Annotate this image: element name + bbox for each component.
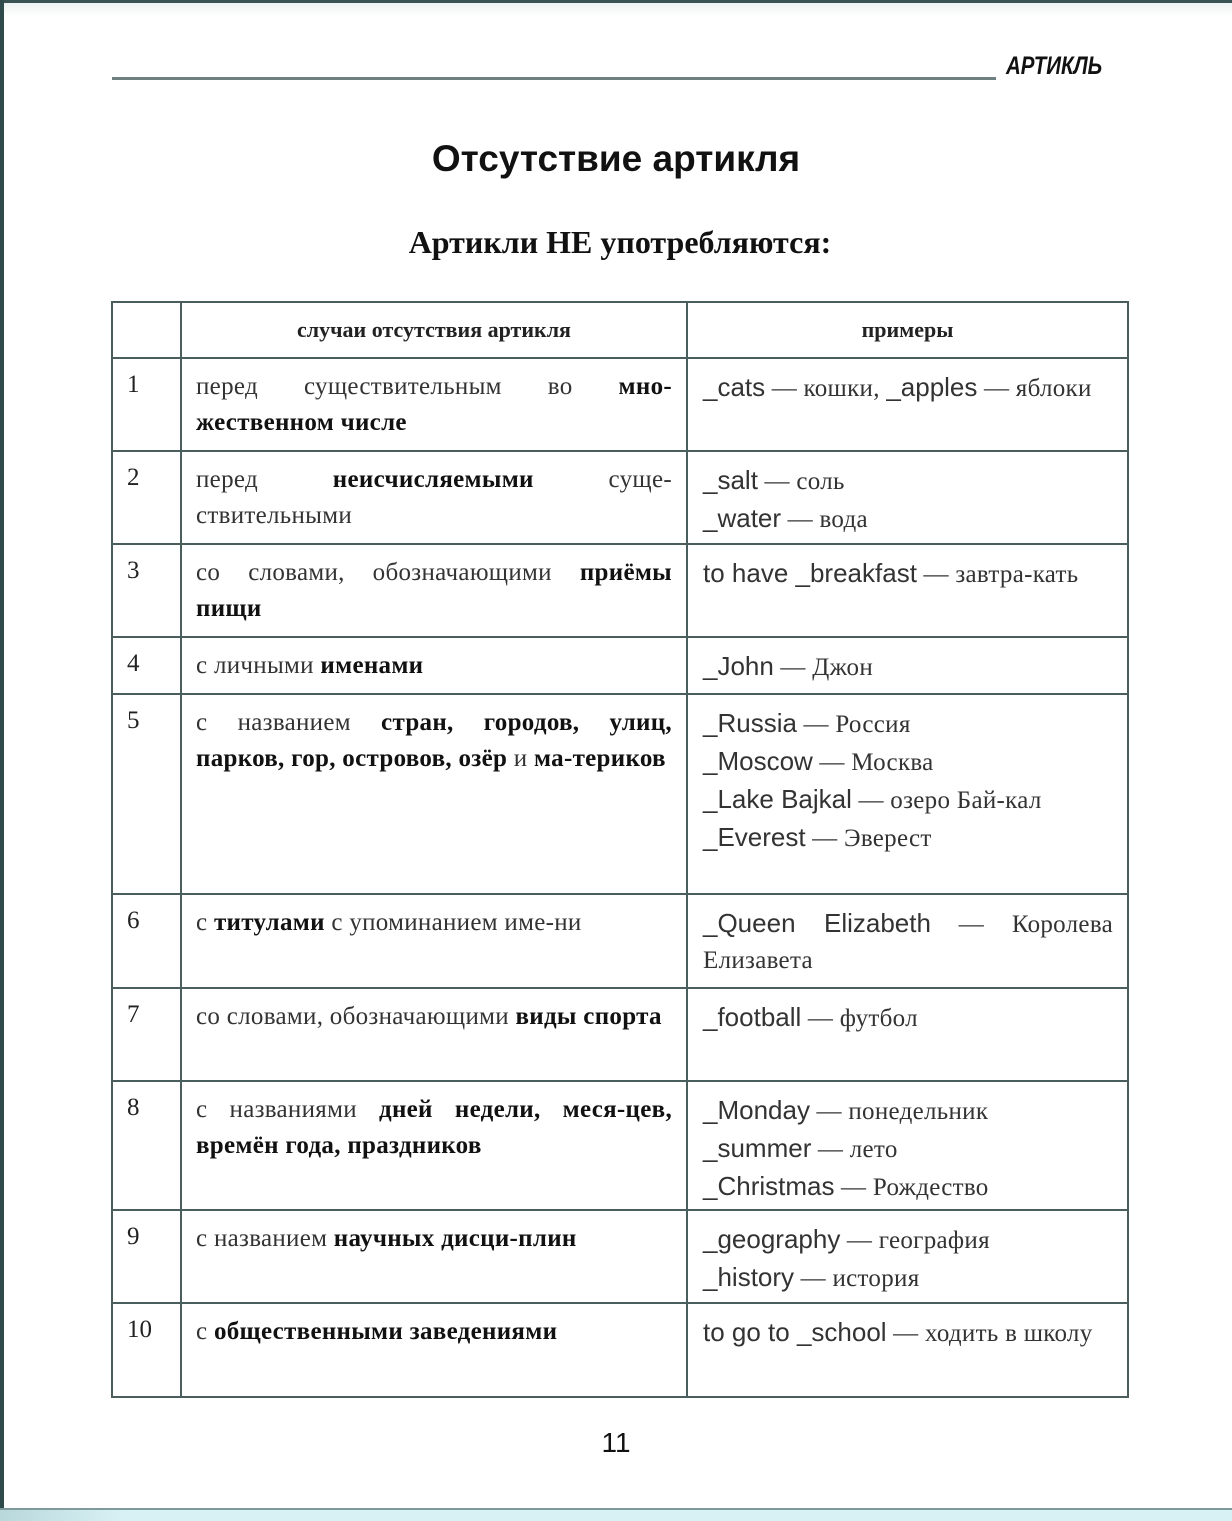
example-line <box>703 462 1113 500</box>
case-description <box>181 1210 687 1303</box>
russian-translation: — кошки, <box>765 375 887 402</box>
russian-translation: — география <box>840 1227 990 1254</box>
examples-cell <box>687 988 1128 1081</box>
example-line <box>703 369 1113 407</box>
russian-translation: — вода <box>781 506 868 533</box>
english-example: _history <box>703 1262 795 1292</box>
table-row <box>112 1081 1128 1210</box>
example-line <box>703 1130 1113 1168</box>
case-description <box>181 894 687 988</box>
example-line <box>703 1221 1113 1259</box>
case-keyword: ма-териков <box>534 745 666 772</box>
row-number: 6 <box>112 894 181 988</box>
case-description <box>181 1081 687 1210</box>
row-number: 3 <box>112 544 181 637</box>
examples-cell <box>687 894 1128 988</box>
row-number: 10 <box>112 1303 181 1397</box>
example-line <box>703 1092 1113 1130</box>
case-keyword: общественными заведениями <box>213 1318 558 1345</box>
case-text: с названием <box>196 709 382 736</box>
example-line <box>703 1168 1113 1206</box>
viewer-bottom-bar <box>0 1508 1232 1521</box>
russian-translation: — футбол <box>801 1005 918 1032</box>
case-text: со словами, обозначающими <box>196 1003 516 1030</box>
english-example: _Monday <box>703 1095 810 1125</box>
row-number: 7 <box>112 988 181 1081</box>
russian-translation: — Рождество <box>834 1174 989 1201</box>
column-header-case: случаи отсутствия артикля <box>181 302 687 358</box>
examples-cell <box>687 358 1128 451</box>
example-line <box>703 555 1113 593</box>
example-line <box>703 819 1113 857</box>
table-row <box>112 544 1128 637</box>
table-row <box>112 1303 1128 1397</box>
case-text: с <box>196 909 214 936</box>
russian-translation: — Джон <box>773 654 874 681</box>
russian-translation: — ходить в школу <box>886 1320 1093 1347</box>
table-row <box>112 1210 1128 1303</box>
english-example: _apples <box>886 372 978 402</box>
english-example: _summer <box>703 1133 812 1163</box>
english-example: _Queen Elizabeth <box>703 908 931 938</box>
case-text: со словами, обозначающими <box>196 559 580 586</box>
russian-translation: — озеро Бай-кал <box>851 787 1042 814</box>
examples-cell <box>687 1210 1128 1303</box>
russian-translation: — лето <box>811 1136 898 1163</box>
case-description <box>181 988 687 1081</box>
example-line <box>703 781 1113 819</box>
examples-cell <box>687 544 1128 637</box>
row-number: 1 <box>112 358 181 451</box>
example-line <box>703 1259 1113 1297</box>
russian-translation: — Королева Елизавета <box>703 911 1113 974</box>
russian-translation: — Россия <box>796 711 911 738</box>
section-subtitle: Артикли НЕ употребляются: <box>408 224 832 260</box>
english-example: _Moscow <box>703 746 813 776</box>
english-example: _Russia <box>703 708 797 738</box>
case-text: суще-ствительными <box>196 466 672 529</box>
example-line <box>703 648 1113 686</box>
case-keyword: мно-жественном числе <box>196 373 672 436</box>
page-title: Отсутствие артикля <box>431 138 801 179</box>
case-description <box>181 637 687 694</box>
case-keyword: стран, городов, улиц, парков, гор, островов, озёр <box>196 709 672 772</box>
case-text: и <box>507 745 534 772</box>
case-keyword: титулами <box>213 909 325 936</box>
case-description <box>181 1303 687 1397</box>
example-line <box>703 999 1113 1037</box>
case-keyword: научных дисци-плин <box>333 1225 577 1252</box>
example-line <box>703 905 1113 979</box>
english-example: _salt <box>703 465 758 495</box>
russian-translation: — Москва <box>812 749 934 776</box>
header-rule <box>112 77 996 80</box>
example-line <box>703 705 1113 743</box>
case-keyword: виды спорта <box>515 1003 662 1030</box>
examples-cell <box>687 694 1128 894</box>
case-keyword: неисчисляемыми <box>332 466 534 493</box>
russian-translation: — понедельник <box>809 1098 989 1125</box>
case-description <box>181 358 687 451</box>
english-example: _water <box>703 503 782 533</box>
table-row <box>112 894 1128 988</box>
russian-translation: — яблоки <box>977 375 1092 402</box>
column-header-number <box>112 302 181 358</box>
english-example: _cats <box>703 372 766 402</box>
case-description <box>181 694 687 894</box>
russian-translation: — завтра-кать <box>916 561 1079 588</box>
case-description <box>181 544 687 637</box>
row-number: 2 <box>112 451 181 544</box>
russian-translation: — история <box>794 1265 920 1292</box>
case-text: перед <box>196 466 333 493</box>
russian-translation: — Эверест <box>805 825 932 852</box>
english-example: _Christmas <box>703 1171 835 1201</box>
table-row <box>112 988 1128 1081</box>
table-body <box>112 358 1128 1397</box>
table-header-row <box>112 302 1128 358</box>
case-keyword: именами <box>320 652 424 679</box>
english-example: to have _breakfast <box>703 558 917 588</box>
table-row <box>112 694 1128 894</box>
case-keyword: приёмы пищи <box>196 559 672 622</box>
russian-translation: — соль <box>757 468 845 495</box>
examples-cell <box>687 637 1128 694</box>
row-number: 4 <box>112 637 181 694</box>
row-number: 8 <box>112 1081 181 1210</box>
row-number: 9 <box>112 1210 181 1303</box>
case-text: с названиями <box>196 1096 379 1123</box>
english-example: _Lake Bajkal <box>703 784 852 814</box>
english-example: _geography <box>703 1224 841 1254</box>
english-example: to go to _school <box>703 1317 887 1347</box>
column-header-examples: примеры <box>687 302 1128 358</box>
row-number: 5 <box>112 694 181 894</box>
rules-table <box>111 301 1129 1398</box>
case-text: с упоминанием име-ни <box>324 909 582 936</box>
table-row <box>112 637 1128 694</box>
case-description <box>181 451 687 544</box>
case-text: с <box>196 1318 214 1345</box>
table-row <box>112 358 1128 451</box>
running-head: АРТИКЛЬ <box>1006 52 1103 80</box>
examples-cell <box>687 1081 1128 1210</box>
case-text: с личными <box>196 652 321 679</box>
page-top-shadow <box>4 3 1232 17</box>
english-example: _John <box>703 651 774 681</box>
example-line <box>703 500 1113 538</box>
case-text: с названием <box>196 1225 334 1252</box>
table-row <box>112 451 1128 544</box>
example-line <box>703 743 1113 781</box>
example-line <box>703 1314 1113 1352</box>
english-example: _Everest <box>703 822 806 852</box>
examples-cell <box>687 451 1128 544</box>
case-text: перед существительным во <box>196 373 619 400</box>
page-number: 11 <box>601 1427 631 1458</box>
case-keyword: дней недели, меся-цев, времён года, праздников <box>196 1096 672 1159</box>
english-example: _football <box>703 1002 802 1032</box>
examples-cell <box>687 1303 1128 1397</box>
